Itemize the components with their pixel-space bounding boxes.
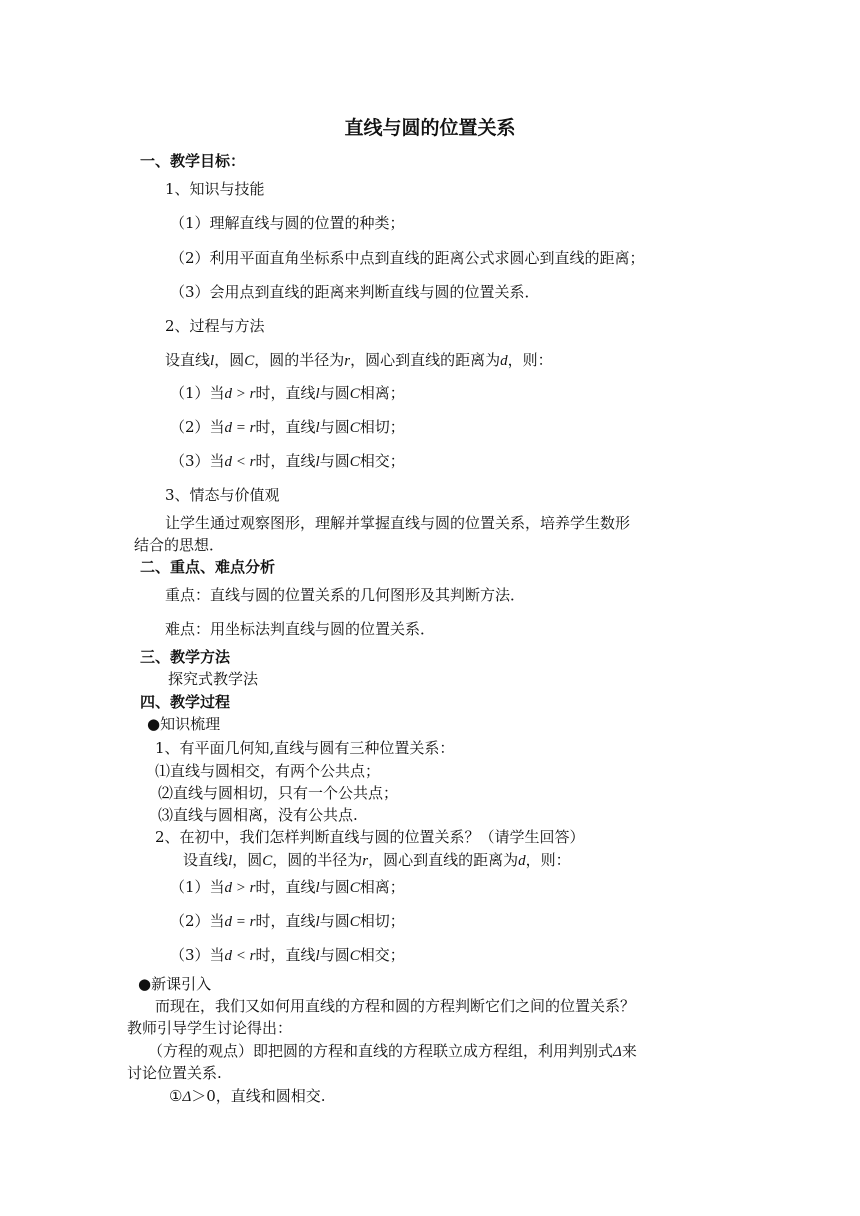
knowledge-review-label: ●知识梳理 xyxy=(147,715,221,733)
section-1-heading: 一、教学目标： xyxy=(140,152,246,170)
review-item-1a: ⑴直线与圆相交，有两个公共点； xyxy=(155,762,381,780)
document-title: 直线与圆的位置关系 xyxy=(344,117,516,139)
setup-statement-2: 设直线l，圆C，圆的半径为r，圆心到直线的距离为d，则： xyxy=(183,851,571,869)
case-tangent-2: （2）当d = r时，直线l与圆C相切； xyxy=(170,912,405,930)
intro-line-2: 教师引导学生讨论得出： xyxy=(127,1019,293,1037)
process-method-heading: 2、过程与方法 xyxy=(165,317,265,335)
knowledge-item-3: （3）会用点到直线的距离来判断直线与圆的位置关系． xyxy=(170,283,540,301)
case-intersect-2: （3）当d < r时，直线l与圆C相交； xyxy=(170,946,405,964)
intro-line-5: ①Δ＞0，直线和圆相交. xyxy=(169,1087,326,1105)
key-point: 重点：直线与圆的位置关系的几何图形及其判断方法． xyxy=(165,586,526,604)
review-item-1: 1、有平面几何知,直线与圆有三种位置关系： xyxy=(155,739,455,757)
review-item-1c: ⑶直线与圆相离，没有公共点. xyxy=(158,806,358,824)
intro-line-4: 讨论位置关系. xyxy=(127,1064,222,1082)
case-intersect: （3）当d < r时，直线l与圆C相交； xyxy=(170,452,405,470)
knowledge-skills-heading: 1、知识与技能 xyxy=(165,180,265,198)
review-item-1b: ⑵直线与圆相切，只有一个公共点； xyxy=(158,784,399,802)
values-paragraph-line-2: 结合的思想． xyxy=(134,536,225,554)
section-3-heading: 三、教学方法 xyxy=(140,648,231,666)
review-item-2: 2、在初中，我们怎样判断直线与圆的位置关系？（请学生回答） xyxy=(155,828,585,846)
intro-line-1: 而现在，我们又如何用直线的方程和圆的方程判断它们之间的位置关系？ xyxy=(155,997,636,1015)
section-4-heading: 四、教学过程 xyxy=(140,693,231,711)
knowledge-item-2: （2）利用平面直角坐标系中点到直线的距离公式求圆心到直线的距离； xyxy=(170,249,645,267)
values-paragraph-line-1: 让学生通过观察图形，理解并掌握直线与圆的位置关系，培养学生数形 xyxy=(165,514,631,532)
case-separate: （1）当d > r时，直线l与圆C相离； xyxy=(170,384,405,402)
setup-statement: 设直线l，圆C，圆的半径为r，圆心到直线的距离为d，则： xyxy=(165,351,553,369)
intro-line-3: （方程的观点）即把圆的方程和直线的方程联立成方程组，利用判别式Δ来 xyxy=(148,1042,637,1060)
case-separate-2: （1）当d > r时，直线l与圆C相离； xyxy=(170,878,405,896)
section-2-heading: 二、重点、难点分析 xyxy=(140,558,276,576)
difficult-point: 难点：用坐标法判直线与圆的位置关系． xyxy=(165,620,436,638)
case-tangent: （2）当d = r时，直线l与圆C相切； xyxy=(170,418,405,436)
values-heading: 3、情态与价值观 xyxy=(165,486,280,504)
teaching-method: 探究式教学法 xyxy=(168,670,259,688)
new-lesson-label: ●新课引入 xyxy=(138,975,212,993)
knowledge-item-1: （1）理解直线与圆的位置的种类； xyxy=(170,214,405,232)
